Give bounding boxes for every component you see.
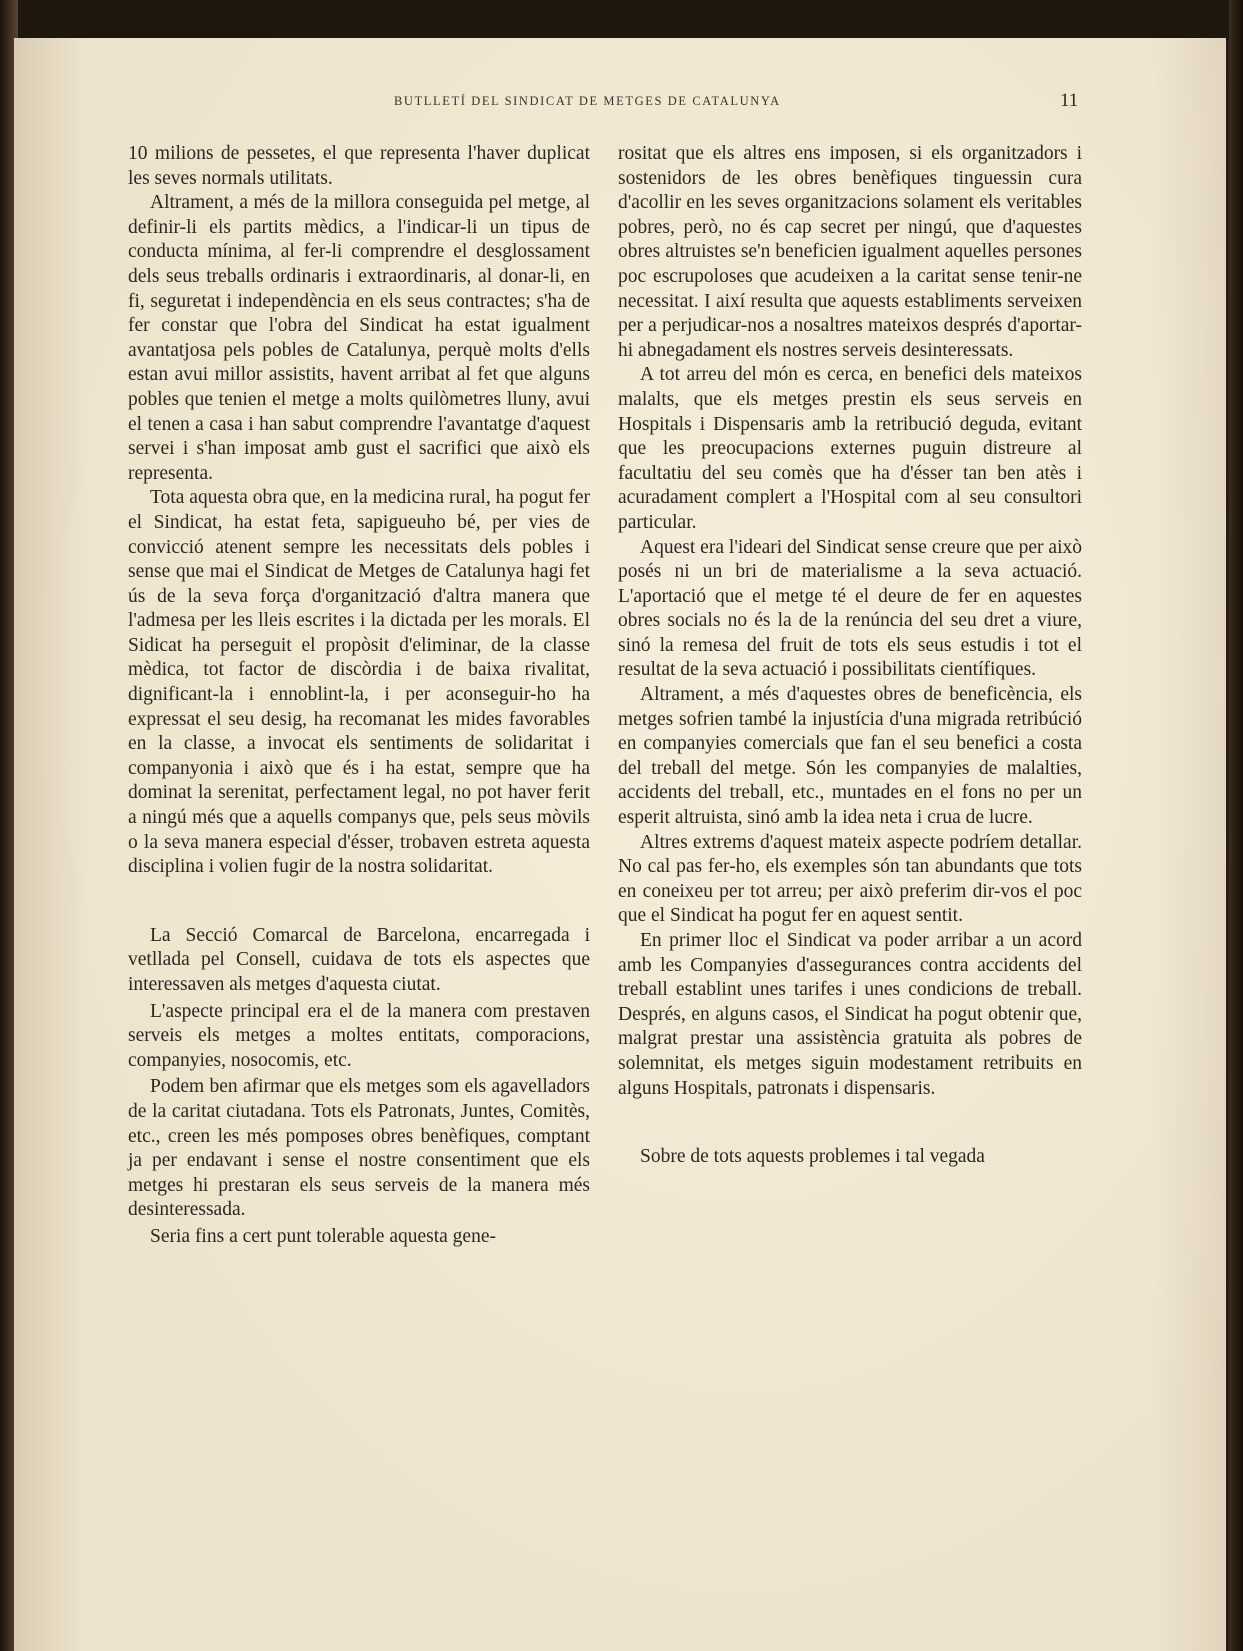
paragraph: La Secció Comarcal de Barcelona, encarregada i vetllada pel Consell, cuidava de tots els aspectes que interessaven als metges d'aquesta ciutat. (128, 924, 590, 995)
paragraph: L'aspecte principal era el de la manera com prestaven serveis els metges a moltes entitats, comporacions, companyies, nosocomis, etc. (128, 1000, 590, 1071)
running-title: BUTLLETÍ DEL SINDICAT DE METGES DE CATALUNYA (394, 94, 781, 108)
paragraph: Sobre de tots aquests problemes i tal vegada (640, 1146, 985, 1168)
scan-top-edge (0, 0, 1243, 40)
paragraph: Aquest era l'ideari del Sindicat sense creure que per això posés ni un bri de materialisme a la seva actuació. L'aportació que el metge té el deure de fer en aquestes obres socials no és la de la renúncia del seu dret a viure, sinó la remesa del fruit de tots els seus estudis i tot el resultat de la seva actuació i possibilitats científiques. (618, 536, 1082, 681)
paragraph: rositat que els altres ens imposen, si els organitzadors i sostenidors de les obres benèfiques tinguessin cura d'acollir en les seves organitzacions solament els veritables pobres, però, no és cap secret per ningú, que d'aquestes obres altruistes se'n beneficien igualment aquelles persones poc escrupoloses que acudeixen a la caritat sense tenir-ne necessitat. I així resulta que aquests establiments serveixen per a perjudicar-nos a nosaltres mateixos després d'aportar-hi abnegadament els nostres serveis desinteressats. (618, 143, 1082, 361)
page-number: 11 (1060, 90, 1079, 111)
paragraph: Tota aquesta obra que, en la medicina rural, ha pogut fer el Sindicat, ha estat feta, sapigueuho bé, per vies de convicció atenent sempre les necessitats dels pobles i sense que mai el Sindicat de Metges de Catalunya hagi fet ús de la seva força d'organització d'altra manera que l'admesa per les lleis escrites i la dictada per les morals. El Sidicat ha perseguit el propòsit d'eliminar, de la classe mèdica, tot factor de discòrdia i de baixa rivalitat, dignificant-la i ennoblint-la, i per aconseguir-ho ha expressat el seu desig, ha recomanat les mides favorables en la classe, a invocat els sentiments de solidaritat i companyonia i això que és i ha estat, sempre que ha dominat la serenitat, perfectament legal, no pot haver ferit a ningú més que a aquells companys que, pels seus mòvils o la seva manera especial d'ésser, trobaven estreta aquesta disciplina i volien fugir de la nostra solidaritat. (128, 487, 590, 878)
section-break (128, 880, 590, 924)
scan-right-edge (1229, 0, 1243, 1651)
page-header (14, 90, 1226, 118)
paragraph: En primer lloc el Sindicat va poder arribar a un acord amb les Companyies d'assegurances contra accidents del treball establint unes tarifes i unes condicions de treball. Després, en alguns casos, el Sindicat ha pogut obtenir que, malgrat prestar una assistència gratuita als pobres de solemnitat, els metges siguin modestament retribuits en alguns Hospitals, patronats i dispensaris. (618, 930, 1082, 1099)
left-column (128, 142, 590, 1250)
paragraph: Altrament, a més de la millora conseguida pel metge, al definir-li els partits mèdics, a l'indicar-li un tipus de conducta mínima, al fer-li comprendre el desglossament dels seus treballs ordinaris i extraordinaris, al donar-li, en fi, seguretat i independència en els seus contractes; s'ha de fer constar que l'obra del Sindicat ha estat igualment avantatjosa pels pobles de Catalunya, perquè molts d'ells estan avui millor assistits, havent arribat al fet que alguns pobles que tenien el metge a molts quilòmetres lluny, avui el tenen a casa i han sabut comprendre l'avantatge d'aquest servei i s'han imposat amb gust el sacrifici que això els representa. (128, 192, 590, 484)
paragraph: Altres extrems d'aquest mateix aspecte podríem detallar. No cal pas fer-ho, els exemples són tan abundants que tots en coneixeu per tot arreu; per això preferim dir-vos el poc que el Sindicat ha pogut fer en aquest sentit. (618, 831, 1082, 927)
paragraph: Podem ben afirmar que els metges som els agavelladors de la caritat ciutadana. Tots els Patronats, Juntes, Comitès, etc., creen les més pomposes obres benèfiques, comptant ja per endavant i sense el nostre consentiment que els metges hi prestaran els seus serveis de la manera més desinteressada. (128, 1076, 590, 1221)
paragraph: A tot arreu del món es cerca, en benefici dels mateixos malalts, que els metges prestin els seus serveis en Hospitals i Dispensaris amb la retribució deguda, evitant que les preocupacions externes puguin distreure al facultatiu del seu comès que ha d'ésser tan ben atès i acuradament complert a l'Hospital com al seu consultori particular. (618, 364, 1082, 533)
paragraph: Seria fins a cert punt tolerable aquesta gene- (150, 1225, 496, 1247)
document-page (14, 38, 1226, 1651)
paragraph: 10 milions de pessetes, el que representa l'haver duplicat les seves normals utilitats. (128, 143, 590, 189)
section-break (618, 1101, 1082, 1145)
right-column (618, 142, 1082, 1170)
paragraph: Altrament, a més d'aquestes obres de beneficència, els metges sofrien també la injustícia d'una migrada retribúció en companyies comercials que fan el seu benefici a costa del treball del metge. Són les companyies de malalties, accidents del treball, etc., muntades en el fons no per un esperit altruista, sinó amb la idea neta i crua de lucre. (618, 684, 1082, 829)
